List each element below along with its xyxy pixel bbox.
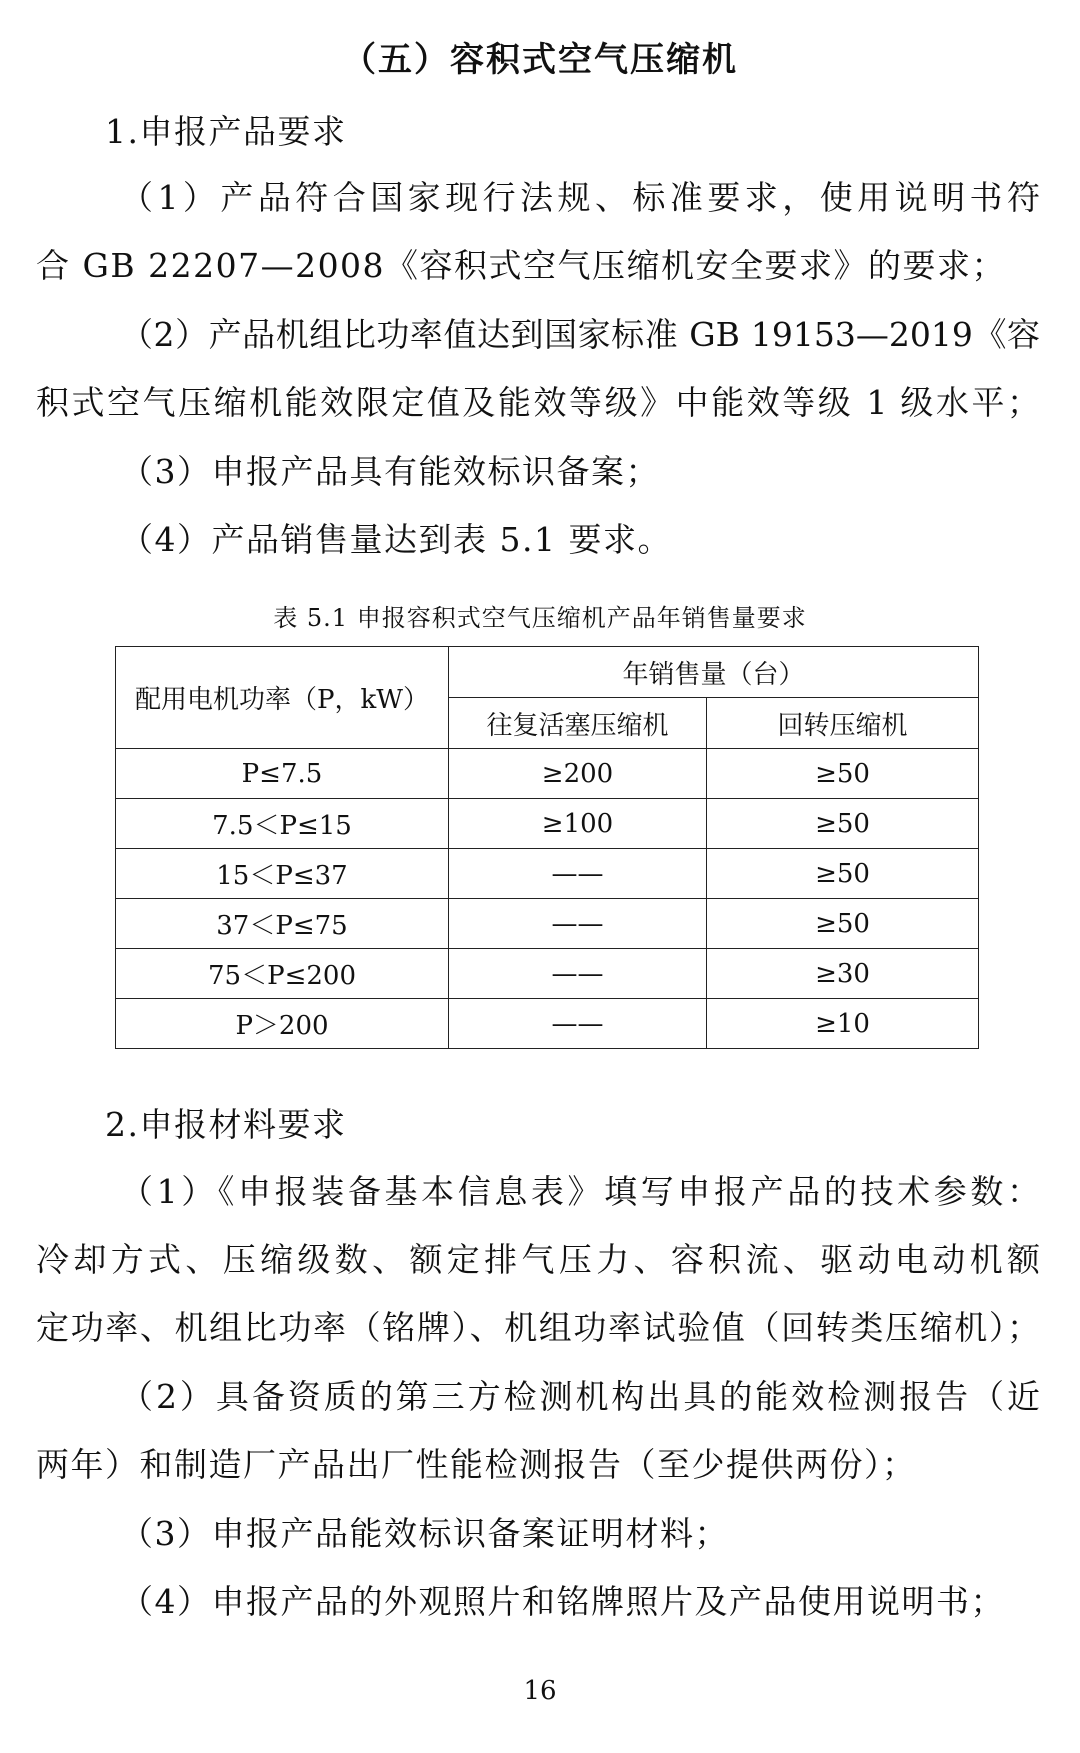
cell-rotary: ≥30: [707, 949, 979, 999]
s1-item2-line2: 积式空气压缩机能效限定值及能效等级》中能效等级 1 级水平；: [36, 383, 1040, 422]
s2-item2-line1: （2）具备资质的第三方检测机构出具的能效检测报告（近: [120, 1377, 1040, 1416]
s1-item1-line2: 合 GB 22207—2008《容积式空气压缩机安全要求》的要求；: [36, 246, 1007, 285]
s2-item4: （4）申报产品的外观照片和铭牌照片及产品使用说明书；: [120, 1582, 1005, 1621]
header-power: 配用电机功率（P，kW）: [116, 647, 449, 749]
cell-power: P＞200: [116, 999, 449, 1049]
cell-power: 75＜P≤200: [116, 949, 449, 999]
cell-rotary: ≥50: [707, 799, 979, 849]
cell-rotary: ≥50: [707, 899, 979, 949]
table-row: [116, 949, 979, 999]
cell-reciprocating: ——: [449, 999, 707, 1049]
table-row: [116, 899, 979, 949]
s2-item2-line2: 两年）和制造厂产品出厂性能检测报告（至少提供两份）；: [36, 1445, 917, 1484]
table-caption: 表 5.1 申报容积式空气压缩机产品年销售量要求: [273, 604, 807, 632]
cell-power: 7.5＜P≤15: [116, 799, 449, 849]
s2-item1-line1: （1）《申报装备基本信息表》填写申报产品的技术参数：: [120, 1172, 1040, 1211]
cell-reciprocating: ——: [449, 849, 707, 899]
table-row: [116, 999, 979, 1049]
s2-item1-line3: 定功率、机组比功率（铭牌）、机组功率试验值（回转类压缩机）；: [36, 1308, 1040, 1347]
header-rotary: 回转压缩机: [707, 698, 979, 749]
cell-rotary: ≥10: [707, 999, 979, 1049]
cell-power: 37＜P≤75: [116, 899, 449, 949]
s2-item3: （3）申报产品能效标识备案证明材料；: [120, 1514, 729, 1553]
header-reciprocating: 往复活塞压缩机: [449, 698, 707, 749]
section1-heading: 1.申报产品要求: [105, 112, 347, 151]
table-row: [116, 799, 979, 849]
header-sales: 年销售量（台）: [449, 647, 979, 698]
s2-item1-line2: 冷却方式、压缩级数、额定排气压力、容积流、驱动电动机额: [36, 1240, 1040, 1279]
s1-item4: （4）产品销售量达到表 5.1 要求。: [120, 520, 672, 559]
cell-reciprocating: ≥200: [449, 749, 707, 799]
section2-heading: 2.申报材料要求: [105, 1105, 347, 1144]
cell-rotary: ≥50: [707, 749, 979, 799]
s1-item1-line1: （1）产品符合国家现行法规、标准要求，使用说明书符: [120, 178, 1040, 217]
s1-item2-line1: （2）产品机组比功率值达到国家标准 GB 19153—2019《容: [120, 315, 1040, 354]
cell-power: P≤7.5: [116, 749, 449, 799]
sales-table: [115, 646, 979, 1049]
table-row: [116, 749, 979, 799]
cell-reciprocating: ——: [449, 949, 707, 999]
table-row: [116, 849, 979, 899]
cell-reciprocating: ——: [449, 899, 707, 949]
s1-item3: （3）申报产品具有能效标识备案；: [120, 452, 660, 491]
cell-rotary: ≥50: [707, 849, 979, 899]
cell-power: 15＜P≤37: [116, 849, 449, 899]
section-title: （五）容积式空气压缩机: [342, 40, 738, 80]
cell-reciprocating: ≥100: [449, 799, 707, 849]
page-number: 16: [523, 1676, 557, 1706]
